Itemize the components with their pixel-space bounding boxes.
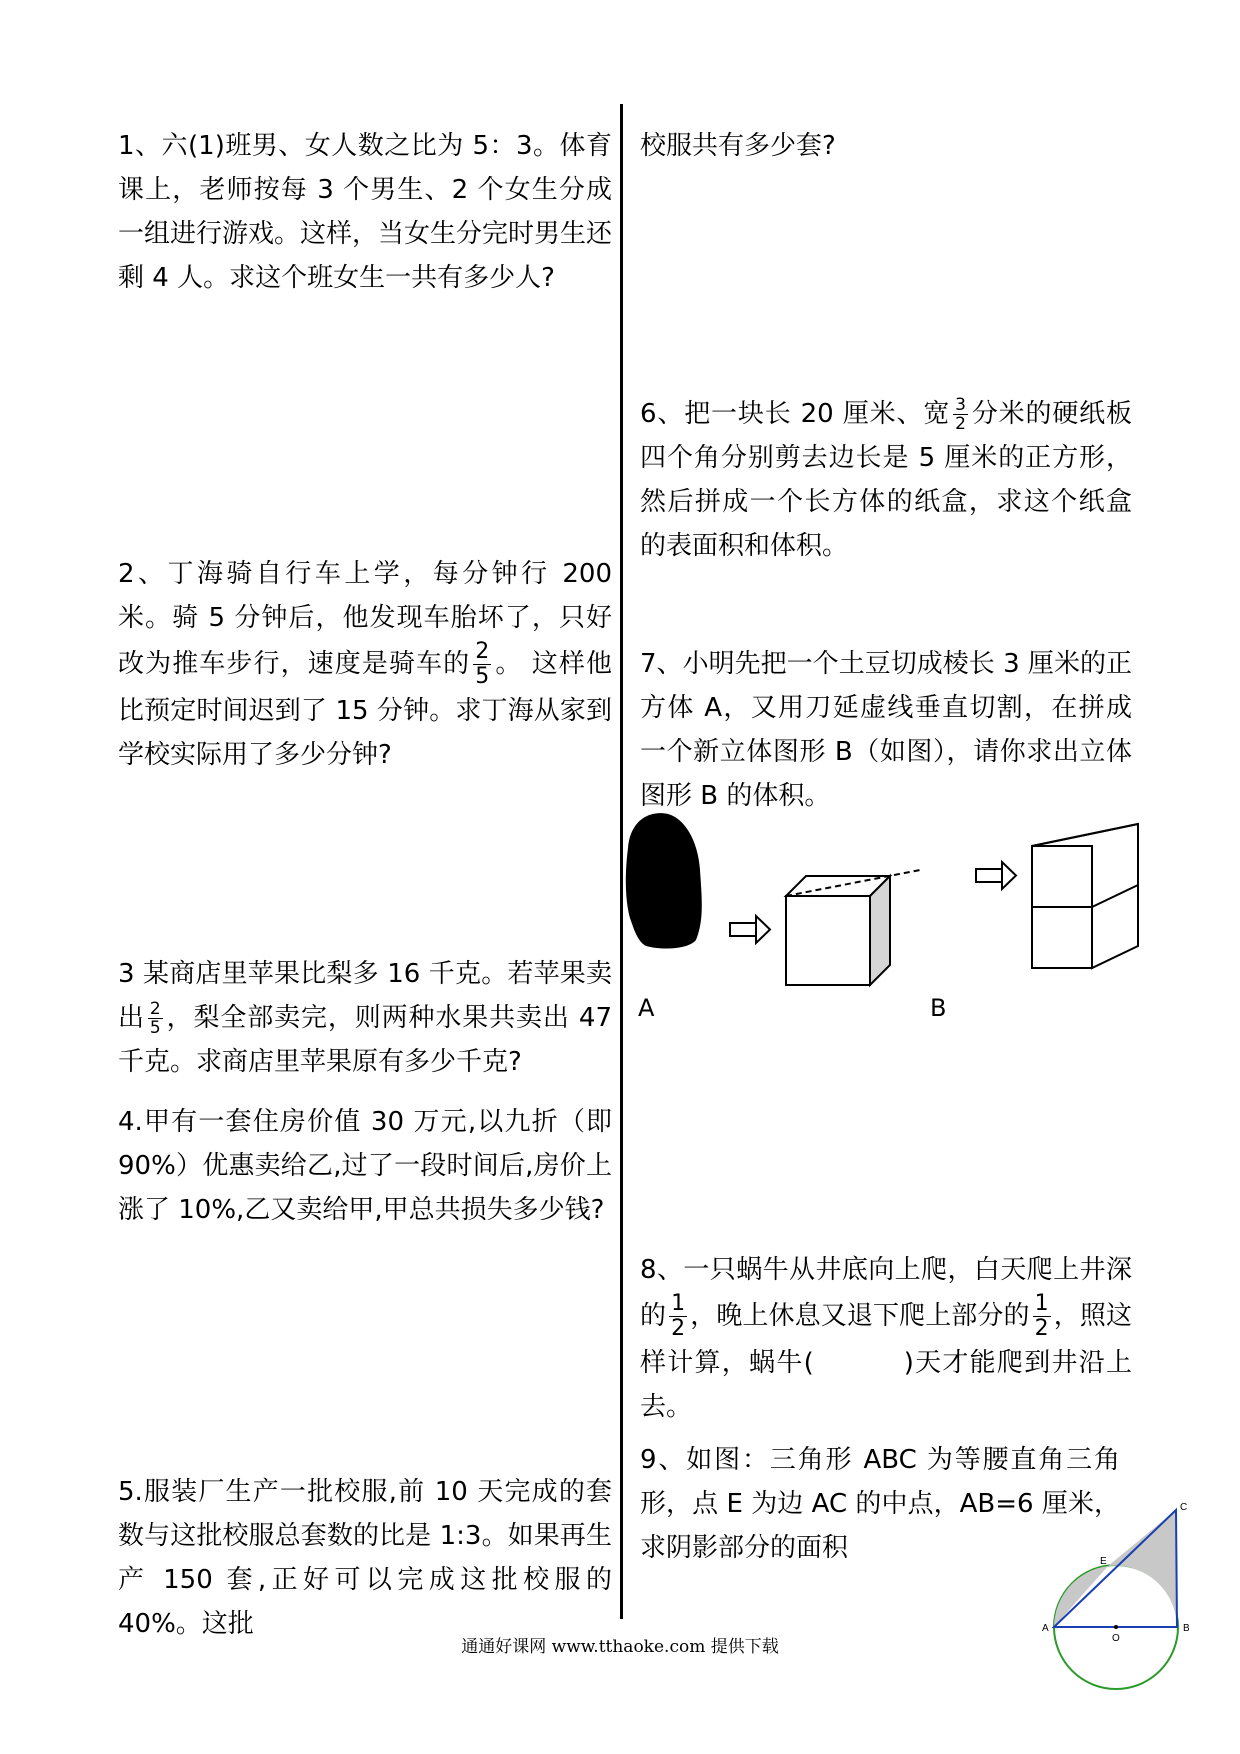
fraction-two-fifths	[473, 640, 491, 689]
question-3-text-a: 3 某商店里苹果比梨多 16 千克。若苹果卖出	[118, 959, 612, 1033]
question-8-text-d: )天才能爬到井沿上去。	[640, 1348, 1132, 1422]
fraction-denominator: 5	[149, 1018, 161, 1038]
fraction-numerator: 2	[475, 639, 490, 664]
cube-a	[786, 870, 920, 985]
potato-shape	[626, 813, 702, 948]
arrow-right-icon	[730, 916, 770, 943]
question-6-text-a: 6、把一块长 20 厘米、宽	[640, 399, 951, 429]
fraction-denominator: 5	[475, 664, 490, 689]
question-6-text-b: 分米的硬纸板四个角分别剪去边长是 5 厘米的正方形，然后拼成一个长方体的纸盒，求这个纸盒的表面积和体积。	[640, 399, 1132, 561]
fraction-one-half	[669, 1292, 687, 1341]
question-6	[640, 392, 1132, 568]
question-1: 1、六(1)班男、女人数之比为 5：3。体育课上，老师按每 3 个男生、2 个女生分成一组进行游戏。这样，当女生分完时男生还剩 4 人。求这个班女生一共有多少人?	[118, 131, 613, 293]
point-label-c: C	[1180, 1502, 1188, 1513]
question-4: 4.甲有一套住房价值 30 万元,以九折（即90%）优惠卖给乙,过了一段时间后,房价上涨了 10%,乙又卖给甲,甲总共损失多少钱?	[118, 1107, 612, 1225]
question-8-text-a: 8、一只蜗牛从井底向上爬，白天爬上井深的	[640, 1255, 1132, 1331]
question-8	[640, 1248, 1132, 1429]
question-9-figure	[1028, 1490, 1240, 1754]
point-label-o: O	[1112, 1633, 1120, 1644]
page-footer: 通通好课网 www.tthaoke.com 提供下载	[461, 1637, 779, 1657]
figure-label-a: A	[638, 994, 655, 1022]
question-5: 5.服装厂生产一批校服,前 10 天完成的套数与这批校服总套数的比是 1:3。如果再生产 150 套,正好可以完成这批校服的 40%。这批	[118, 1477, 612, 1639]
fraction-numerator: 3	[955, 395, 966, 415]
fraction-two-fifths	[148, 1000, 163, 1037]
point-label-a: A	[1042, 1623, 1049, 1634]
question-2-text-a: 2、丁海骑自行车上学，每分钟行 200 米。骑 5 分钟后，他发现车胎坏了，只好改为推车步行，速度是骑车的	[118, 559, 612, 679]
point-label-e: E	[1100, 1556, 1107, 1567]
question-7: 7、小明先把一个土豆切成棱长 3 厘米的正方体 A，又用刀延虚线垂直切割，在拼成一个新立体图形 B（如图），请你求出立体图形 B 的体积。	[640, 649, 1132, 811]
question-7-figure	[620, 800, 1160, 1000]
shape-b	[1032, 824, 1138, 968]
question-5-continued: 校服共有多少套?	[640, 131, 836, 161]
fraction-denominator: 2	[955, 414, 966, 434]
question-2	[118, 552, 612, 777]
fraction-denominator: 2	[1034, 1316, 1049, 1341]
question-8-text-b: ，晚上休息又退下爬上部分的	[690, 1301, 1030, 1331]
shaded-region-top	[1108, 1510, 1177, 1627]
arrow-right-icon	[976, 862, 1016, 889]
fraction-numerator: 1	[671, 1291, 686, 1316]
question-9-text: 9、如图：三角形 ABC 为等腰直角三角形，点 E 为边 AC 的中点，AB=6 厘米，求阴影部分的面积	[640, 1445, 1120, 1563]
question-3-text-b: ，梨全部卖完，则两种水果共卖出 47 千克。求商店里苹果原有多少千克?	[118, 1003, 612, 1077]
figure-label-b: B	[930, 994, 947, 1022]
fraction-denominator: 2	[671, 1316, 686, 1341]
question-2-text-b: 。 这样他比预定时间迟到了 15 分钟。求丁海从家到学校实际用了多少分钟?	[118, 649, 612, 770]
question-8-text-c: ，照这样计算，蜗牛(	[640, 1301, 1132, 1378]
fraction-one-half	[1033, 1292, 1051, 1341]
question-3	[118, 952, 612, 1084]
point-label-b: B	[1183, 1623, 1190, 1634]
fraction-three-halves	[953, 396, 968, 433]
fraction-numerator: 1	[1034, 1291, 1049, 1316]
fraction-numerator: 2	[149, 999, 161, 1019]
